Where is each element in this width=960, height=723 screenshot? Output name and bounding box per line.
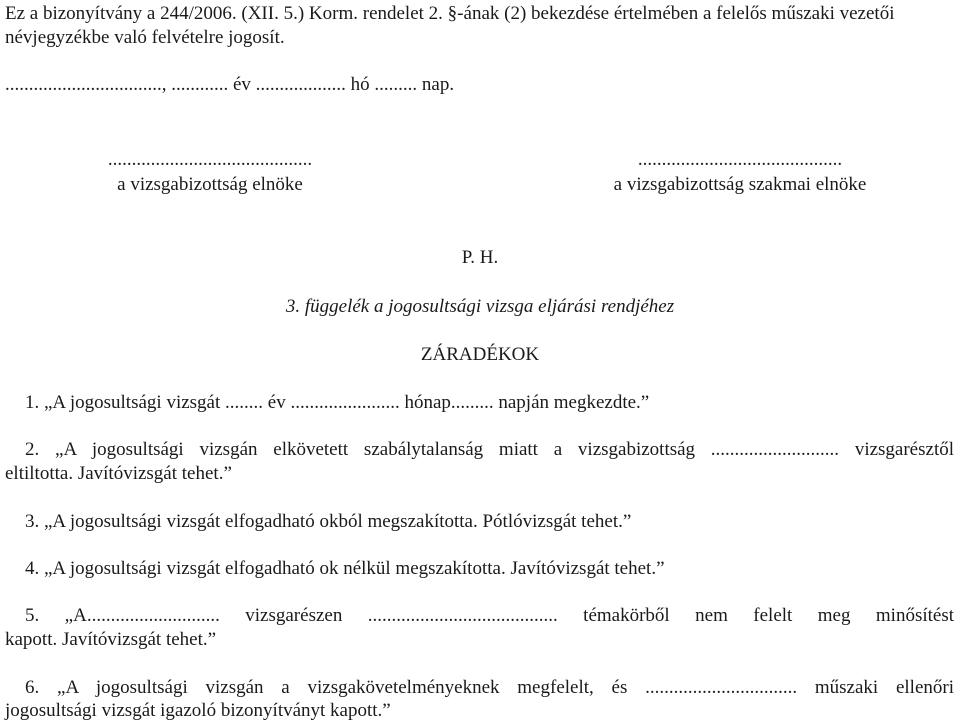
- clause-4: 4. „A jogosultsági vizsgát elfogadható ok nélkül megszakította. Javítóvizsgát tehet.”: [25, 558, 665, 579]
- clause-6-line-1: 6. „A jogosultsági vizsgán a vizsgakövetelményeknek megfelelt, és ................................ műszaki ellenőri: [25, 677, 954, 698]
- header-line-2: névjegyzékbe való felvételre jogosít.: [5, 27, 285, 48]
- clause-3: 3. „A jogosultsági vizsgát elfogadható okból megszakította. Pótlóvizsgát tehet.”: [25, 511, 632, 532]
- clauses-title: ZÁRADÉKOK: [420, 344, 540, 365]
- clause-6-line-2: jogosultsági vizsgát igazoló bizonyítványt kapott.”: [5, 700, 391, 721]
- header-line-1: Ez a bizonyítvány a 244/2006. (XII. 5.) Korm. rendelet 2. §-ának (2) bekezdése értelmében a felelős műszaki vezetői: [5, 3, 895, 24]
- right-signature-label: a vizsgabizottság szakmai elnöke: [613, 174, 867, 195]
- ph-stamp-label: P. H.: [461, 247, 499, 268]
- date-line: ................................., ............ év ................... hó ......... nap.: [5, 74, 455, 95]
- clause-5-line-1: 5. „A............................ vizsgarészen ........................................ témakörből nem felelt meg minősítést: [25, 605, 954, 626]
- left-signature-label: a vizsgabizottság elnöke: [117, 174, 303, 195]
- clause-5-line-2: kapott. Javítóvizsgát tehet.”: [5, 629, 217, 650]
- appendix-title: 3. függelék a jogosultsági vizsga eljárási rendjéhez: [285, 296, 675, 317]
- clause-2-line-2: eltiltotta. Javítóvizsgát tehet.”: [5, 463, 232, 484]
- right-signature-dots: ...........................................: [637, 149, 843, 170]
- left-signature-dots: ...........................................: [107, 149, 313, 170]
- clause-1: 1. „A jogosultsági vizsgát ........ év ....................... hónap......... napján megkezdte.”: [25, 392, 650, 413]
- clause-2-line-1: 2. „A jogosultsági vizsgán elkövetett szabálytalanság miatt a vizsgabizottság ........................... vizsgarésztől: [25, 439, 954, 460]
